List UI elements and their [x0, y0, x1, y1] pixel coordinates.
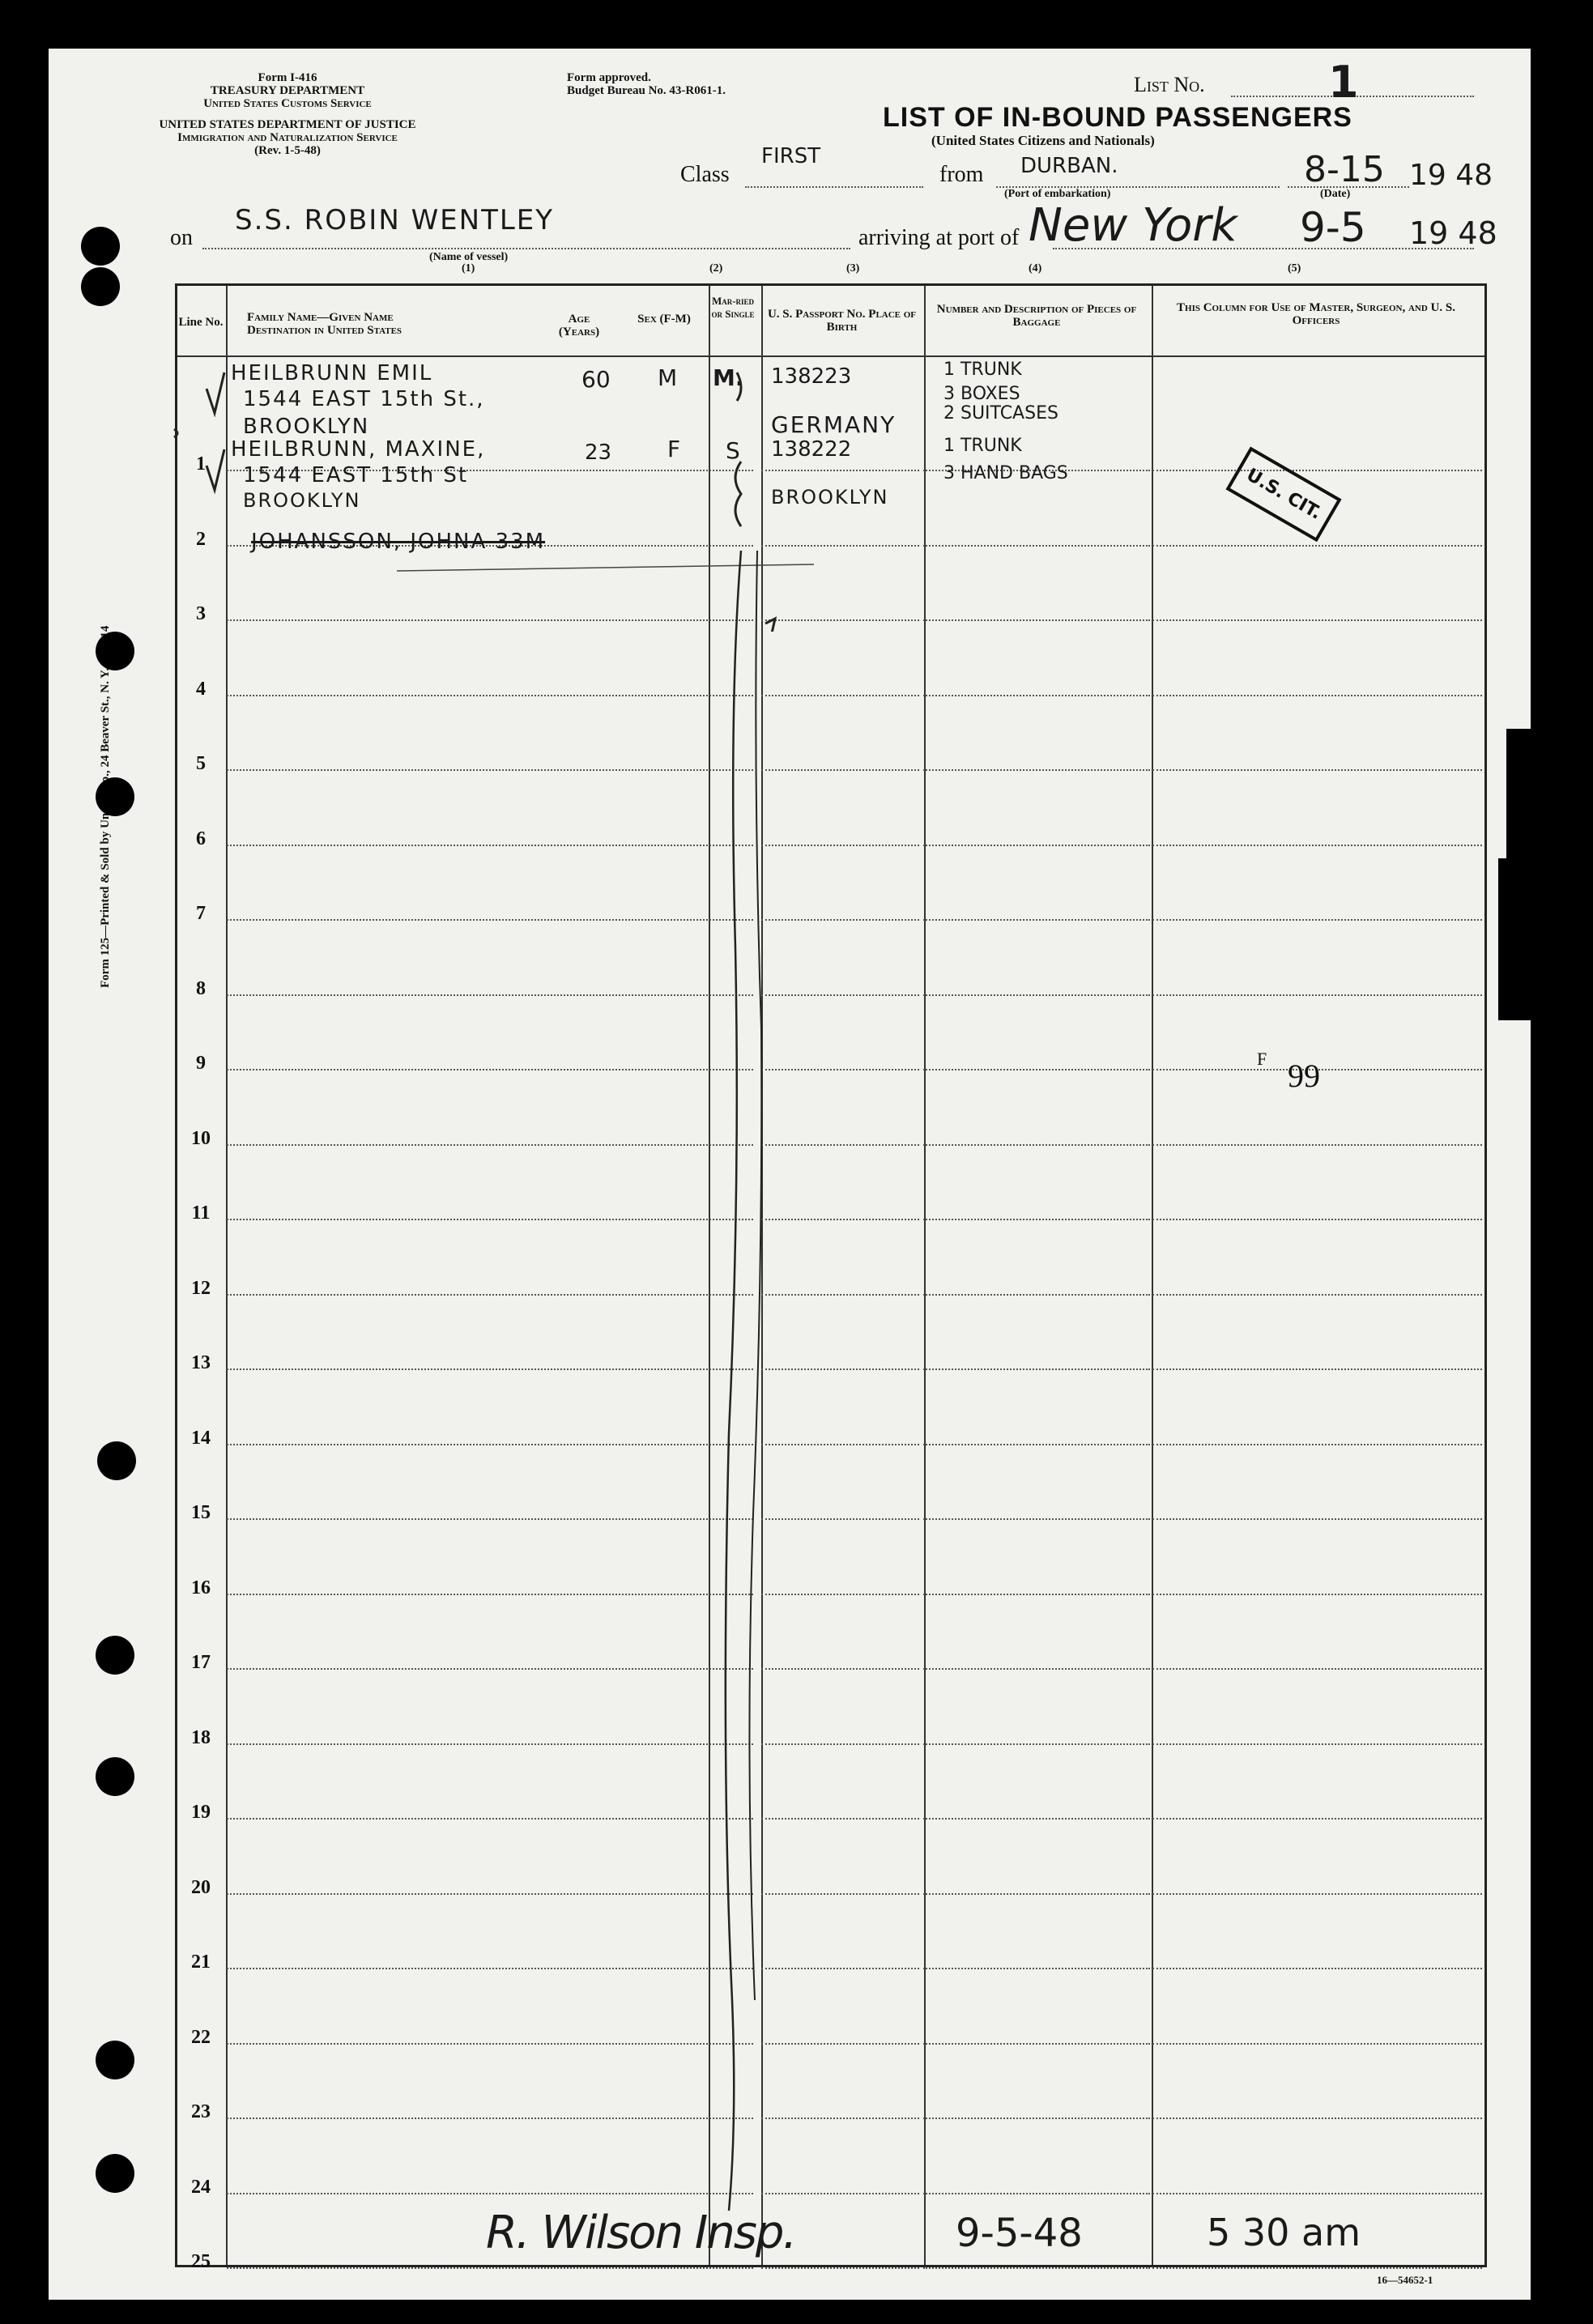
row-rule: [227, 994, 753, 996]
p1-baggage-2: 3 BOXES: [943, 384, 1020, 404]
p2-sex: F: [667, 436, 681, 462]
row-rule: [1152, 845, 1482, 846]
row-rule: [923, 845, 1150, 846]
vessel-label: (Name of vessel): [429, 251, 509, 263]
row-rule: [923, 1144, 1150, 1146]
punch-hole: [96, 1757, 134, 1796]
p2-age: 23: [585, 441, 612, 465]
punch-hole: [97, 1441, 136, 1480]
row-rule: [761, 1594, 919, 1595]
struck-entry: JOHANSSON, JOHNA 33M: [251, 530, 546, 554]
row-rule: [227, 1144, 753, 1146]
punch-hole: [96, 2154, 134, 2193]
row-rule: [227, 2043, 753, 2045]
arrival-date: 9-5: [1300, 204, 1366, 251]
arrival-port: New York: [1029, 199, 1237, 252]
row-rule: [923, 1294, 1150, 1296]
row-rule: [227, 769, 753, 771]
row-rule: [1152, 695, 1482, 696]
row-rule: [761, 1294, 919, 1296]
col-line: Line No.: [178, 316, 224, 329]
signature-date: 9-5-48: [956, 2211, 1083, 2256]
list-no-label: List No.: [1134, 73, 1205, 96]
row-rule: [1152, 1818, 1482, 1820]
row-rule: [923, 1368, 1150, 1370]
row-rule: [1152, 1368, 1482, 1370]
row-rule: [923, 1743, 1150, 1745]
row-rule: [1152, 2193, 1482, 2194]
punch-hole: [96, 1636, 134, 1675]
row-rule: [227, 1893, 753, 1895]
arrival-year: 19 48: [1409, 215, 1497, 251]
row-rule: [761, 919, 919, 921]
col-officers: This Column for Use of Master, Surgeon, and U. S. Officers: [1177, 301, 1455, 327]
punch-hole: [81, 227, 120, 266]
row-rule: [1152, 1594, 1482, 1595]
row-rule: [227, 919, 753, 921]
revision-label: (Rev. 1-5-48): [254, 144, 321, 157]
row-number: 14: [191, 1427, 211, 1449]
row-rule: [761, 695, 919, 696]
row-rule: [923, 2193, 1150, 2194]
vessel-name: S.S. ROBIN WENTLEY: [235, 204, 555, 236]
row-rule: [227, 1668, 753, 1670]
col-dest: Destination in United States: [247, 324, 403, 337]
row-rule: [761, 2267, 919, 2269]
row-number: 23: [191, 2101, 211, 2122]
row-number: 18: [191, 1726, 211, 1748]
p2-address: 1544 EAST 15th St: [243, 463, 469, 487]
col-married: Mar-ried or Single: [711, 295, 755, 320]
col-num-5: (5): [1288, 262, 1301, 275]
p2-baggage-2: 3 HAND BAGS: [943, 463, 1068, 483]
punch-hole: [96, 2041, 134, 2079]
row-number: 21: [191, 1952, 211, 1973]
row-rule: [227, 1368, 753, 1370]
col-num-4: (4): [1029, 262, 1042, 275]
ditto-line: [696, 543, 777, 2243]
row-rule: [227, 1294, 753, 1296]
row-rule: [923, 2043, 1150, 2045]
row-number: 2: [196, 528, 206, 550]
row-rule: [227, 1594, 753, 1595]
p1-city: BROOKLYN: [243, 415, 370, 439]
row-rule: [1152, 619, 1482, 621]
row-rule: [761, 1368, 919, 1370]
form-number: Form I-416: [258, 71, 317, 84]
row-number: 1: [196, 453, 206, 475]
budget-bureau: Budget Bureau No. 43-R061-1.: [567, 84, 726, 97]
p2-passport: 138222: [771, 437, 852, 462]
list-no-value: 1: [1328, 57, 1359, 108]
row-number: 20: [191, 1876, 211, 1898]
row-number: 25: [191, 2251, 211, 2272]
col-baggage: Number and Description of Pieces of Baggage: [936, 303, 1137, 329]
arriving-label: arriving at port of: [858, 225, 1020, 250]
col-num-2: (2): [709, 262, 723, 275]
row-rule: [227, 1968, 753, 1969]
row-rule: [1152, 1893, 1482, 1895]
row-rule: [761, 1444, 919, 1445]
port-embark-label: (Port of embarkation): [1004, 188, 1111, 200]
row-rule: [227, 1743, 753, 1745]
p1-birthplace: GERMANY: [771, 411, 897, 438]
date-label: (Date): [1320, 188, 1351, 200]
row-rule: [227, 2118, 753, 2119]
vessel-col-num: (1): [462, 262, 475, 275]
p1-name: HEILBRUNN EMIL: [231, 361, 433, 385]
row-rule: [761, 769, 919, 771]
torn-edge: [1498, 858, 1531, 1020]
torn-edge: [1506, 729, 1531, 858]
row-rule: [761, 2118, 919, 2119]
justice-label: UNITED STATES DEPARTMENT OF JUSTICE: [159, 118, 416, 131]
document-title: LIST OF IN-BOUND PASSENGERS: [883, 102, 1352, 133]
col-num-3: (3): [846, 262, 860, 275]
row-rule: [761, 1668, 919, 1670]
row-rule: [1152, 1444, 1482, 1445]
row-rule: [1152, 1968, 1482, 1969]
class-value: FIRST: [761, 144, 821, 168]
form-approved: Form approved.: [567, 71, 651, 84]
row-rule: [923, 919, 1150, 921]
row-rule: [761, 1069, 919, 1070]
row-rule: [923, 994, 1150, 996]
row-rule: [1152, 1743, 1482, 1745]
row-rule: [1152, 1518, 1482, 1520]
p1-address: 1544 EAST 15th St.,: [243, 387, 485, 411]
p2-name: HEILBRUNN, MAXINE,: [231, 437, 486, 462]
row-rule: [761, 1818, 919, 1820]
p1-baggage-3: 2 SUITCASES: [943, 403, 1058, 424]
row-rule: [227, 1518, 753, 1520]
p1-age: 60: [581, 366, 611, 393]
row-rule: [227, 845, 753, 846]
p1-married: M.: [713, 364, 744, 391]
row-rule: [1152, 1219, 1482, 1220]
row-rule: [923, 695, 1150, 696]
footer-code: 16—54652-1: [1377, 2274, 1433, 2286]
row-number: 19: [191, 1802, 211, 1823]
row-rule: [1152, 919, 1482, 921]
row-rule: [923, 1518, 1150, 1520]
row-rule: [1152, 470, 1482, 471]
row-number: 3: [196, 603, 206, 624]
p2-city: BROOKLYN: [243, 489, 361, 512]
row-rule: [1152, 2043, 1482, 2045]
class-label: Class: [680, 162, 730, 187]
row-number: 6: [196, 828, 206, 849]
col-age: Age (Years): [558, 313, 600, 338]
row-number: 15: [191, 1502, 211, 1523]
row-number: 24: [191, 2176, 211, 2198]
annotation-mark: F: [1257, 1049, 1267, 1069]
row-rule: [1152, 2267, 1482, 2269]
row-rule: [227, 2193, 753, 2194]
col-sex: Sex (F-M): [637, 313, 691, 326]
col-passport: U. S. Passport No. Place of Birth: [767, 308, 917, 334]
row-rule: [761, 1893, 919, 1895]
row-rule: [227, 1818, 753, 1820]
treasury-label: TREASURY DEPARTMENT: [210, 84, 365, 97]
row-number: 16: [191, 1577, 211, 1598]
date-embark: 8-15: [1304, 149, 1385, 190]
customs-label: United States Customs Service: [203, 97, 372, 110]
row-rule: [761, 1968, 919, 1969]
ins-label: Immigration and Naturalization Service: [177, 131, 398, 144]
row-number: 9: [196, 1053, 206, 1074]
p2-baggage-1: 1 TRUNK: [943, 436, 1022, 456]
row-rule: [1152, 769, 1482, 771]
annotation-99: 99: [1288, 1058, 1320, 1094]
row-number: 22: [191, 2026, 211, 2048]
p1-sex: M: [658, 364, 678, 391]
row-rule: [1152, 545, 1482, 547]
document-subtitle: (United States Citizens and Nationals): [931, 133, 1155, 148]
row-number: 5: [196, 753, 206, 774]
signature-time: 5 30 am: [1207, 2211, 1361, 2254]
row-rule: [227, 695, 753, 696]
punch-hole: [81, 267, 120, 306]
row-number: 17: [191, 1652, 211, 1673]
row-rule: [227, 1069, 753, 1070]
row-rule: [923, 1818, 1150, 1820]
row-rule: [923, 619, 1150, 621]
row-rule: [1152, 1668, 1482, 1670]
from-label: from: [939, 162, 984, 187]
row-rule: [1152, 1294, 1482, 1296]
row-rule: [923, 1668, 1150, 1670]
row-number: 12: [191, 1277, 211, 1299]
row-rule: [923, 1444, 1150, 1445]
row-rule: [761, 845, 919, 846]
row-number: 13: [191, 1352, 211, 1373]
row-number: 10: [191, 1127, 211, 1149]
p1-passport: 138223: [771, 364, 852, 389]
row-rule: [923, 545, 1150, 547]
inspector-signature: R. Wilson Insp.: [486, 2207, 796, 2259]
row-number: 11: [191, 1202, 211, 1224]
row-rule: [923, 2267, 1150, 2269]
us-citizen-stamp: U.S. CIT.: [1225, 446, 1341, 542]
row-number: 4: [196, 678, 206, 700]
punch-hole: [96, 632, 134, 670]
from-value: DURBAN.: [1020, 154, 1118, 178]
punch-hole: [96, 777, 134, 816]
p1-baggage-1: 1 TRUNK: [943, 360, 1022, 380]
row-rule: [761, 1518, 919, 1520]
p2-married: S: [726, 437, 740, 464]
row-rule: [1152, 1144, 1482, 1146]
row-rule: [227, 1444, 753, 1445]
row-rule: [761, 2043, 919, 2045]
row-rule: [227, 2267, 753, 2269]
row-rule: [923, 1069, 1150, 1070]
col-name: Family Name—Given Name: [247, 311, 394, 324]
p2-birthplace: BROOKLYN: [771, 486, 889, 509]
row-rule: [227, 1219, 753, 1220]
year-embark: 19 48: [1409, 159, 1493, 192]
row-rule: [761, 1743, 919, 1745]
row-number: 7: [196, 903, 206, 924]
row-rule: [761, 994, 919, 996]
row-rule: [923, 2118, 1150, 2119]
row-rule: [923, 1968, 1150, 1969]
row-rule: [761, 1219, 919, 1220]
row-rule: [1152, 994, 1482, 996]
row-rule: [761, 1144, 919, 1146]
document-page: [49, 49, 1531, 2300]
on-label: on: [170, 225, 193, 250]
row-rule: [923, 1893, 1150, 1895]
row-rule: [1152, 2118, 1482, 2119]
row-rule: [923, 1219, 1150, 1220]
row-rule: [923, 1594, 1150, 1595]
row-number: 8: [196, 977, 206, 999]
row-rule: [923, 769, 1150, 771]
row-rule: [761, 2193, 919, 2194]
